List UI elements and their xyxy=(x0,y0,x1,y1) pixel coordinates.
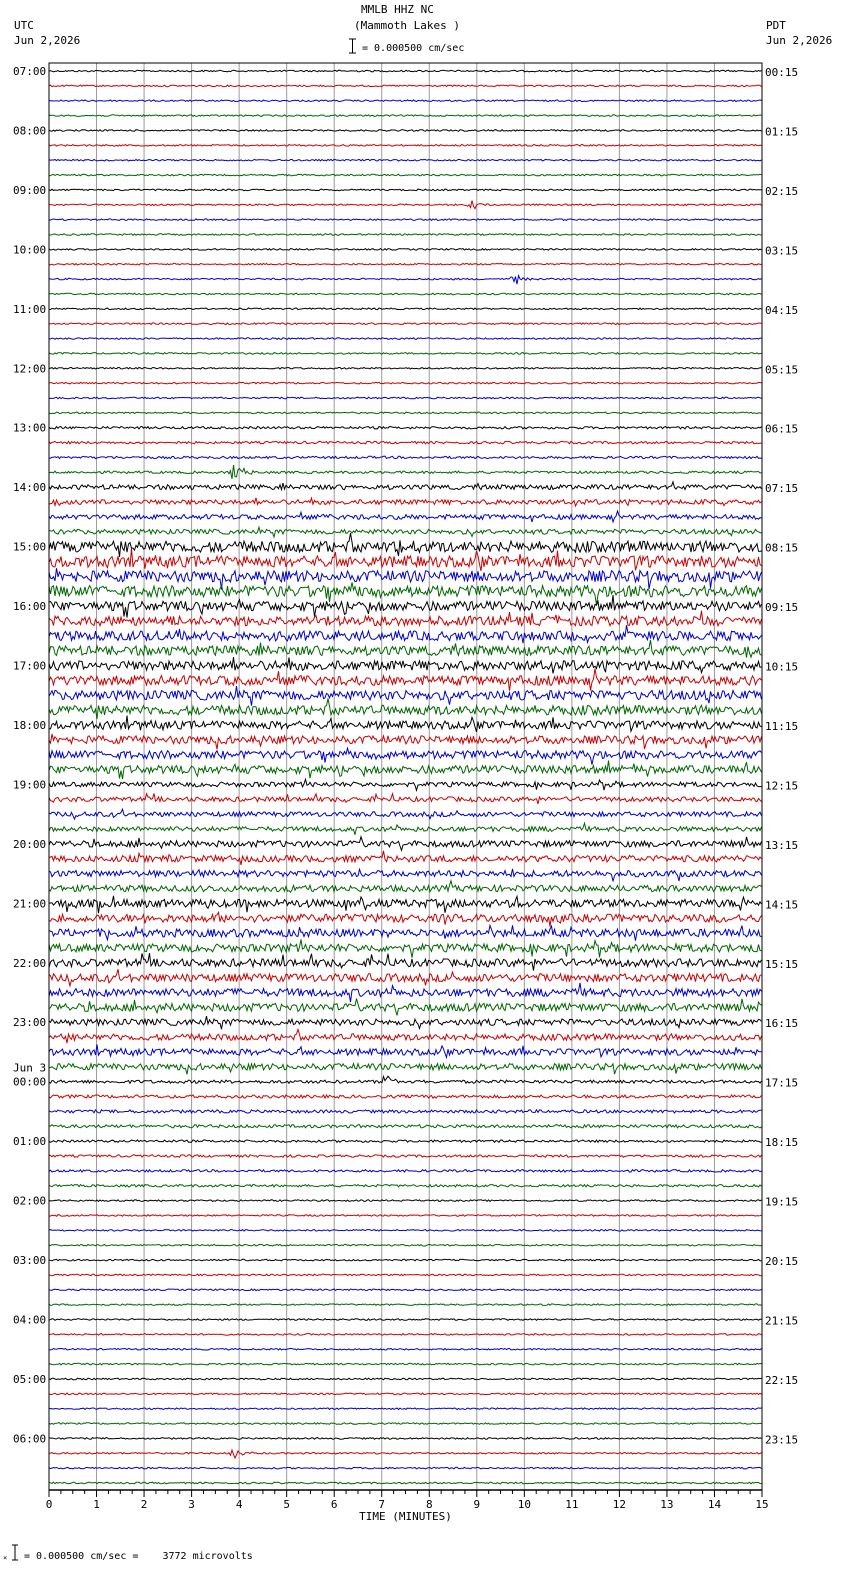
trace-line xyxy=(49,1045,762,1058)
utc-hour-label: 12:00 xyxy=(13,362,47,376)
trace-line xyxy=(49,115,762,117)
trace-line xyxy=(49,70,762,72)
trace-line xyxy=(49,1244,762,1246)
utc-hour-label: 11:00 xyxy=(13,302,47,316)
trace-line xyxy=(49,1423,762,1425)
pdt-hour-label: 03:15 xyxy=(765,244,799,258)
trace-line xyxy=(49,1438,762,1440)
trace-line xyxy=(49,1230,762,1232)
trace-line xyxy=(49,869,762,882)
trace-line xyxy=(49,716,762,732)
trace-line xyxy=(49,969,762,986)
utc-hour-label: 19:00 xyxy=(13,778,47,792)
trace-line xyxy=(49,794,762,805)
trace-line xyxy=(49,397,762,399)
trace-line xyxy=(49,482,762,490)
utc-hour-label: 02:00 xyxy=(13,1194,47,1208)
trace-line xyxy=(49,1450,762,1458)
trace-line xyxy=(49,308,762,310)
svg-text:×: × xyxy=(3,1554,8,1562)
utc-hour-labels xyxy=(13,65,46,1445)
trace-line xyxy=(49,912,762,926)
pdt-hour-label: 05:15 xyxy=(765,363,799,377)
pdt-hour-label: 17:15 xyxy=(765,1076,799,1090)
x-tick-label: 6 xyxy=(330,1498,338,1511)
trace-line xyxy=(49,1274,762,1276)
trace-line xyxy=(49,1259,762,1261)
trace-line xyxy=(49,983,762,1002)
trace-line xyxy=(49,779,762,790)
trace-line xyxy=(49,1304,762,1306)
trace-line xyxy=(49,1095,762,1098)
trace-line xyxy=(49,412,762,414)
trace-line xyxy=(49,734,762,749)
x-tick-label: 12 xyxy=(612,1498,627,1511)
trace-line xyxy=(49,201,762,209)
trace-line xyxy=(49,1016,762,1029)
utc-hour-label: 23:00 xyxy=(13,1016,47,1030)
trace-line xyxy=(49,837,762,851)
trace-line xyxy=(49,1482,762,1484)
trace-line xyxy=(49,249,762,251)
trace-line xyxy=(49,699,762,719)
x-tick-label: 9 xyxy=(473,1498,481,1511)
pdt-hour-label: 08:15 xyxy=(765,541,799,555)
x-tick-label: 10 xyxy=(517,1498,531,1511)
x-tick-label: 1 xyxy=(93,1498,100,1511)
trace-line xyxy=(49,1393,762,1395)
right-date: Jun 2,2026 xyxy=(766,34,833,47)
scale-bar-icon xyxy=(348,38,357,54)
trace-line xyxy=(49,1185,762,1187)
pdt-hour-label: 11:15 xyxy=(765,719,799,733)
trace-line xyxy=(49,568,762,589)
scale-label: = 0.000500 cm/sec xyxy=(362,43,465,54)
trace-line xyxy=(49,611,762,626)
pdt-hour-label: 01:15 xyxy=(765,125,799,139)
trace-line xyxy=(49,189,762,191)
plot-border xyxy=(49,63,762,1490)
trace-line xyxy=(49,427,762,429)
trace-line xyxy=(49,686,762,706)
pdt-hour-label: 18:15 xyxy=(765,1136,799,1150)
trace-line xyxy=(49,1319,762,1321)
trace-line xyxy=(49,640,762,658)
pdt-hour-label: 07:15 xyxy=(765,482,799,496)
x-tick-label: 11 xyxy=(565,1498,579,1511)
pdt-hour-label: 21:15 xyxy=(765,1314,799,1328)
trace-line xyxy=(49,527,762,537)
trace-line xyxy=(49,1155,762,1157)
trace-line xyxy=(49,1064,762,1075)
trace-line xyxy=(49,100,762,102)
x-tick-label: 2 xyxy=(140,1498,148,1511)
trace-line xyxy=(49,1076,762,1083)
trace-line xyxy=(49,1200,762,1202)
x-axis-label: TIME (MINUTES) xyxy=(359,1510,452,1523)
time-axis xyxy=(46,1490,769,1523)
trace-line xyxy=(49,925,762,940)
utc-hour-label: 06:00 xyxy=(13,1432,47,1446)
trace-line xyxy=(49,625,762,643)
trace-line xyxy=(49,130,762,132)
footer-scale-label: = 0.000500 cm/sec = 3772 microvolts xyxy=(24,1551,253,1562)
footer-scale-bar-icon xyxy=(3,1544,19,1562)
trace-line xyxy=(49,234,762,236)
trace-line xyxy=(49,1363,762,1365)
utc-hour-label: 20:00 xyxy=(13,837,47,851)
trace-line xyxy=(49,1289,762,1291)
trace-line xyxy=(49,511,762,522)
trace-line xyxy=(49,1467,762,1469)
pdt-hour-label: 06:15 xyxy=(765,422,799,436)
trace-line xyxy=(49,1140,762,1142)
pdt-hour-label: 16:15 xyxy=(765,1017,799,1031)
trace-line xyxy=(49,465,762,479)
pdt-hour-label: 13:15 xyxy=(765,838,799,852)
utc-hour-label: 05:00 xyxy=(13,1372,47,1386)
trace-line xyxy=(49,533,762,557)
trace-line xyxy=(49,953,762,971)
trace-line xyxy=(49,85,762,87)
trace-line xyxy=(49,368,762,370)
station-title: MMLB HHZ NC xyxy=(361,3,434,16)
utc-hour-label: 21:00 xyxy=(13,897,47,911)
trace-line xyxy=(49,939,762,957)
utc-hour-label: 03:00 xyxy=(13,1254,47,1268)
utc-hour-label: 09:00 xyxy=(13,183,47,197)
x-tick-label: 7 xyxy=(378,1498,386,1511)
date-change-label: Jun 3 xyxy=(13,1061,47,1075)
left-date: Jun 2,2026 xyxy=(14,34,81,47)
trace-line xyxy=(49,1125,762,1128)
x-tick-label: 4 xyxy=(235,1498,243,1511)
trace-line xyxy=(49,1334,762,1336)
plot-frame xyxy=(49,63,762,1490)
trace-line xyxy=(49,1029,762,1043)
utc-hour-label: 08:00 xyxy=(13,124,47,138)
pdt-hour-label: 12:15 xyxy=(765,779,799,793)
trace-line xyxy=(49,293,762,295)
utc-hour-label: 10:00 xyxy=(13,243,47,257)
trace-line xyxy=(49,669,762,691)
pdt-hour-label: 02:15 xyxy=(765,184,799,198)
utc-hour-label: 14:00 xyxy=(13,481,47,495)
utc-hour-label: 15:00 xyxy=(13,540,47,554)
trace-line xyxy=(49,809,762,819)
trace-line xyxy=(49,441,762,443)
x-tick-label: 3 xyxy=(188,1498,195,1511)
trace-line xyxy=(49,145,762,147)
utc-hour-label: 07:00 xyxy=(13,65,47,78)
trace-line xyxy=(49,219,762,221)
utc-hour-label: 17:00 xyxy=(13,659,47,673)
trace-line xyxy=(49,881,762,893)
pdt-hour-label: 22:15 xyxy=(765,1373,799,1387)
x-tick-label: 14 xyxy=(707,1498,722,1511)
trace-line xyxy=(49,1215,762,1217)
right-timezone: PDT xyxy=(766,19,786,32)
location-title: (Mammoth Lakes ) xyxy=(354,19,460,32)
left-timezone: UTC xyxy=(14,19,34,32)
trace-line xyxy=(49,748,762,764)
x-tick-label: 0 xyxy=(45,1498,53,1511)
trace-line xyxy=(49,548,762,571)
utc-hour-label: 04:00 xyxy=(13,1313,47,1327)
utc-hour-label: 16:00 xyxy=(13,600,47,614)
pdt-hour-labels xyxy=(765,66,798,1446)
trace-line xyxy=(49,323,762,325)
trace-line xyxy=(49,896,762,913)
trace-line xyxy=(49,276,762,285)
utc-hour-label: 13:00 xyxy=(13,421,47,435)
x-tick-label: 13 xyxy=(660,1498,674,1511)
pdt-hour-label: 09:15 xyxy=(765,601,799,615)
pdt-hour-label: 15:15 xyxy=(765,957,799,971)
pdt-hour-label: 00:15 xyxy=(765,66,799,79)
trace-line xyxy=(49,338,762,340)
pdt-hour-label: 04:15 xyxy=(765,303,799,317)
utc-hour-label: 00:00 xyxy=(13,1075,47,1089)
trace-line xyxy=(49,159,762,161)
pdt-hour-label: 20:15 xyxy=(765,1255,799,1269)
trace-line xyxy=(49,761,762,780)
trace-line xyxy=(49,1348,762,1350)
trace-line xyxy=(49,851,762,865)
trace-line xyxy=(49,582,762,605)
trace-line xyxy=(49,1408,762,1410)
trace-line xyxy=(49,382,762,384)
trace-line xyxy=(49,174,762,176)
trace-line xyxy=(49,1110,762,1113)
pdt-hour-label: 10:15 xyxy=(765,660,799,674)
trace-line xyxy=(49,595,762,617)
seismic-traces xyxy=(49,70,762,1484)
trace-line xyxy=(49,823,762,835)
utc-hour-label: 01:00 xyxy=(13,1135,47,1149)
x-tick-label: 5 xyxy=(283,1498,290,1511)
pdt-hour-label: 23:15 xyxy=(765,1433,799,1447)
trace-line xyxy=(49,456,762,458)
utc-hour-label: 22:00 xyxy=(13,956,47,970)
utc-hour-label: 18:00 xyxy=(13,718,47,732)
trace-line xyxy=(49,999,762,1016)
pdt-hour-label: 14:15 xyxy=(765,898,799,912)
trace-line xyxy=(49,263,762,265)
trace-line xyxy=(49,498,762,506)
trace-line xyxy=(49,1378,762,1380)
trace-line xyxy=(49,353,762,355)
trace-line xyxy=(49,657,762,673)
x-tick-label: 8 xyxy=(425,1498,433,1511)
minute-gridlines xyxy=(97,63,715,1490)
pdt-hour-label: 19:15 xyxy=(765,1195,799,1209)
x-tick-label: 15 xyxy=(755,1498,769,1511)
trace-line xyxy=(49,1170,762,1172)
